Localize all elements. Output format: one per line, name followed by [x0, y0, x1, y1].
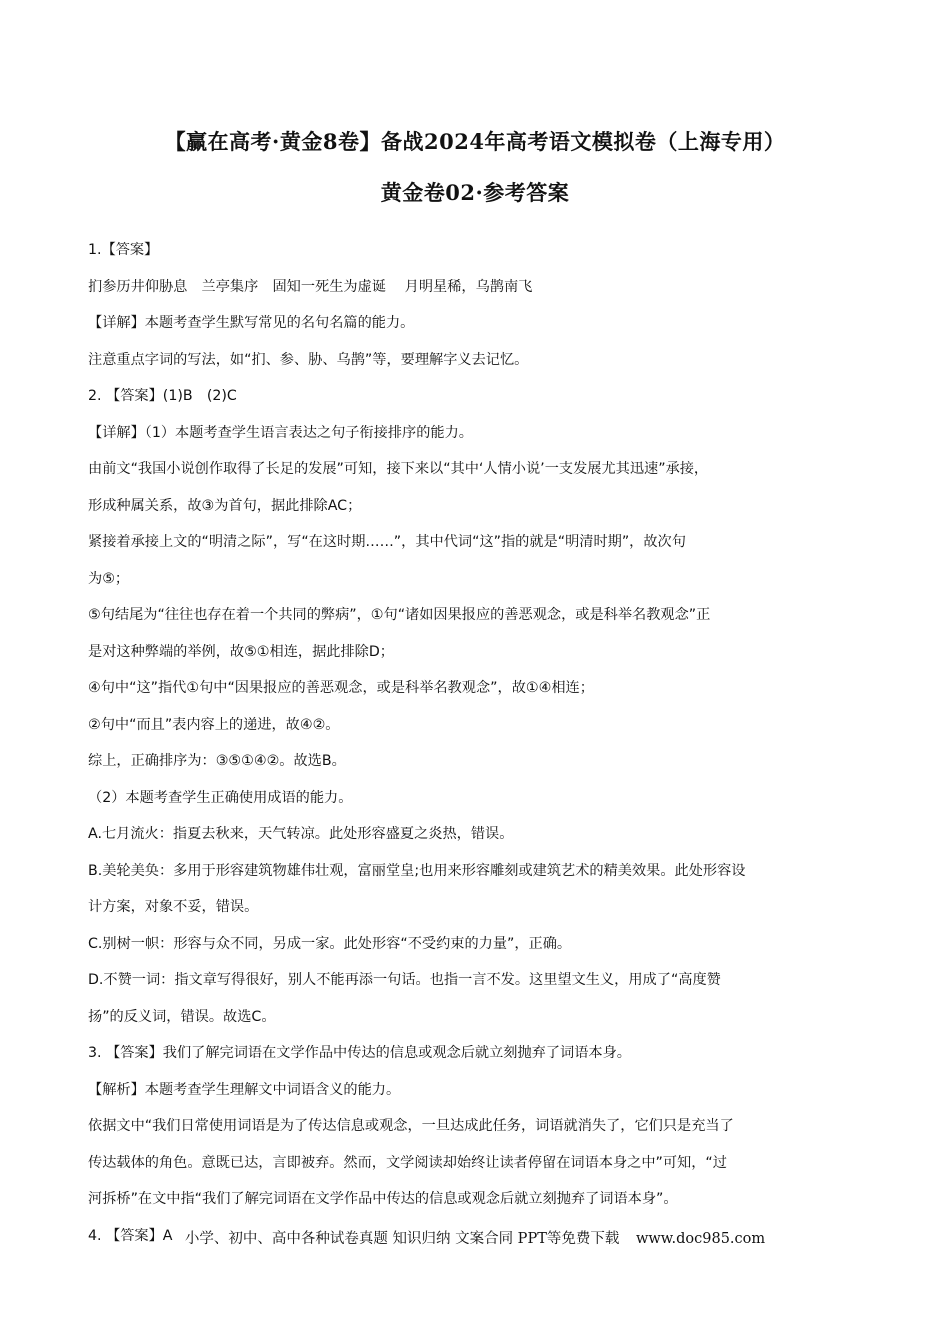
text-line: 是对这种弊端的举例，故⑤①相连，据此排除D；	[88, 643, 394, 660]
text-line: ②句中“而且”表内容上的递进，故④②。	[88, 716, 340, 733]
text-line: 传达载体的角色。意既已达，言即被弃。然而，文学阅读却始终让读者停留在词语本身之中”可知，“过	[88, 1154, 727, 1171]
text-line: 【解析】本题考查学生理解文中词语含义的能力。	[88, 1081, 401, 1098]
text-line: ⑤句结尾为“往往也存在着一个共同的弊病”，①句“诸如因果报应的善恶观念，或是科举名教观念”正	[88, 607, 711, 623]
text-line: D.不赞一词：指文章写得很好，别人不能再添一句话。也指一言不发。这里望文生义，用成了“高度赞	[88, 972, 721, 988]
footer-link[interactable]: www.doc985.com	[635, 1231, 766, 1247]
text-line: 计方案，对象不妥，错误。	[88, 899, 259, 915]
text-line: ④句中“这”指代①句中“因果报应的善恶观念，或是科举名教观念”，故①④相连；	[88, 680, 594, 696]
text-line: 扬”的反义词，错误。故选C。	[88, 1008, 276, 1025]
text-line: （2）本题考查学生正确使用成语的能力。	[88, 789, 353, 806]
text-line: 注意重点字词的写法，如“扪、参、胁、乌鹊”等，要理解字义去记忆。	[88, 351, 529, 368]
document-title: 【赢在高考·黄金8卷】备战2024年高考语文模拟卷（上海专用）	[164, 129, 786, 154]
text-line: 形成种属关系，故③为首句，据此排除AC；	[88, 497, 362, 514]
text-line: C.别树一帜：形容与众不同，另成一家。此处形容“不受约束的力量”，正确。	[88, 935, 572, 952]
text-line: 由前文“我国小说创作取得了长足的发展”可知，接下来以“其中‘人情小说’一支发展尤其迅速”承接，	[88, 461, 709, 477]
text-line: 扪参历井仰胁息 兰亭集序 固知一死生为虚诞 月明星稀，乌鹊南飞	[88, 278, 533, 295]
text-line: 1.【答案】	[88, 242, 159, 258]
text-line: 【详解】本题考查学生默写常见的名句名篇的能力。	[88, 315, 415, 331]
footer-text: 小学、初中、高中各种试卷真题 知识归纳 文案合同 PPT等免费下载	[184, 1231, 620, 1247]
answer-body	[88, 232, 866, 1254]
text-line: 4. 【答案】A	[88, 1227, 173, 1244]
text-line: 依据文中“我们日常使用词语是为了传达信息或观念，一旦达成此任务，词语就消失了，它们只是充当了	[88, 1118, 734, 1134]
page-footer	[0, 1227, 950, 1248]
text-line: 【详解】（1）本题考查学生语言表达之句子衔接排序的能力。	[88, 424, 473, 441]
text-line: B.美轮美奂：多用于形容建筑物雄伟壮观，富丽堂皇;也用来形容雕刻或建筑艺术的精美效果。此处形容设	[88, 862, 746, 879]
text-line: 紧接着承接上文的“明清之际”，写“在这时期……”，其中代词“这”指的就是“明清时期”，故次句	[88, 534, 686, 550]
text-line: 为⑤；	[88, 570, 130, 587]
text-line: 河拆桥”在文中指“我们了解完词语在文学作品中传达的信息或观念后就立刻抛弃了词语本身”。	[88, 1191, 678, 1207]
document-subtitle: 黄金卷02·参考答案	[380, 180, 570, 205]
text-line: 2. 【答案】(1)B (2)C	[88, 388, 237, 404]
text-line: A.七月流火：指夏去秋来，天气转凉。此处形容盛夏之炎热，错误。	[88, 826, 514, 842]
text-line: 综上，正确排序为：③⑤①④②。故选B。	[88, 753, 346, 769]
text-line: 3. 【答案】我们了解完词语在文学作品中传达的信息或观念后就立刻抛弃了词语本身。	[88, 1045, 631, 1061]
